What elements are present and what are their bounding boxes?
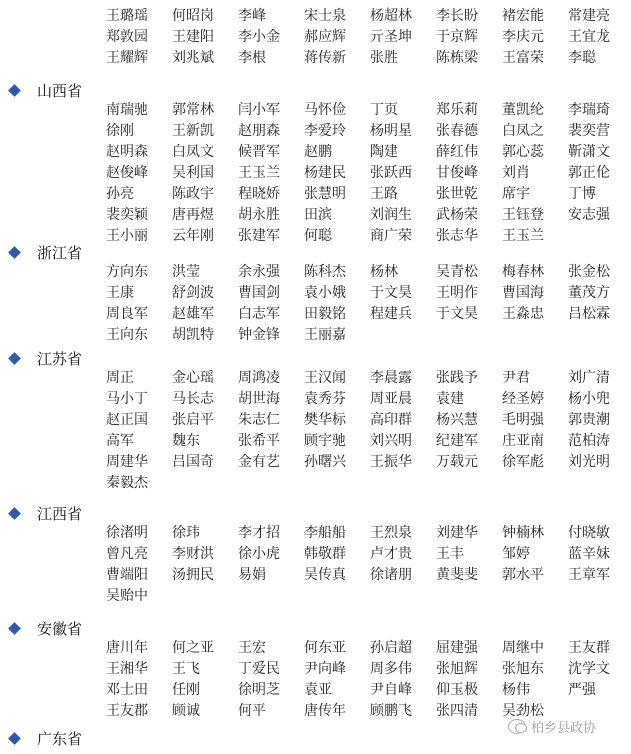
person-name: 高印群 [370, 412, 412, 428]
person-name: 曹端阳 [106, 567, 148, 583]
diamond-bullet-icon [8, 246, 21, 259]
person-name: 张志华 [436, 228, 478, 244]
person-name: 梅春林 [502, 264, 544, 280]
person-name: 王璐瑶 [106, 8, 148, 24]
person-name: 王钰登 [502, 207, 544, 223]
person-name: 王向东 [106, 327, 148, 343]
person-name: 李爱玲 [304, 123, 346, 139]
person-name: 何东亚 [304, 640, 346, 656]
watermark-text: 柏乡县政协 [531, 721, 597, 736]
person-name: 刘建华 [436, 525, 478, 541]
person-name: 杨林 [370, 264, 398, 280]
person-name: 方向东 [106, 264, 148, 280]
person-name: 杨建民 [304, 165, 346, 181]
person-name: 王康 [106, 285, 134, 301]
person-name: 何之亚 [172, 640, 214, 656]
person-name: 席宇 [502, 186, 530, 202]
person-name: 王章军 [568, 567, 610, 583]
province-heading [8, 348, 82, 369]
person-name: 樊华标 [304, 412, 346, 428]
diamond-bullet-icon [8, 507, 21, 520]
person-name: 裴奕营 [568, 123, 610, 139]
person-name: 陶建 [370, 144, 398, 160]
person-name: 丁博 [568, 186, 596, 202]
name-grid [106, 262, 631, 346]
person-name: 邓士田 [106, 682, 148, 698]
person-name: 周亚晨 [370, 391, 412, 407]
person-name: 顾宇驰 [304, 433, 346, 449]
person-name: 于京辉 [436, 29, 478, 45]
person-name: 屈建强 [436, 640, 478, 656]
person-name: 于文昊 [370, 285, 412, 301]
person-name: 余永强 [238, 264, 280, 280]
person-name: 金心瑶 [172, 370, 214, 386]
person-name: 赵朋森 [238, 123, 280, 139]
person-name: 张春德 [436, 123, 478, 139]
person-name: 陈栋梁 [436, 50, 478, 66]
person-name: 裴奕颖 [106, 207, 148, 223]
person-name: 王丽嘉 [304, 327, 346, 343]
person-name: 薛红伟 [436, 144, 478, 160]
name-row [106, 48, 631, 69]
person-name: 南瑞驰 [106, 102, 148, 118]
person-name: 王新凯 [172, 123, 214, 139]
person-name: 李庆元 [502, 29, 544, 45]
person-name: 云年刚 [172, 228, 214, 244]
province-name: 江西省 [37, 505, 83, 523]
person-name: 靳潇文 [568, 144, 610, 160]
person-name: 王友群 [568, 640, 610, 656]
person-name: 赵雄军 [172, 306, 214, 322]
name-grid [106, 638, 631, 722]
diamond-bullet-icon [8, 84, 21, 97]
person-name: 张金松 [568, 264, 610, 280]
person-name: 商广荣 [370, 228, 412, 244]
person-name: 曹国海 [502, 285, 544, 301]
person-name: 王玉兰 [502, 228, 544, 244]
province-name: 浙江省 [37, 244, 83, 262]
person-name: 徐明芝 [238, 682, 280, 698]
person-name: 程晓娇 [238, 186, 280, 202]
person-name: 杨超林 [370, 8, 412, 24]
name-grid [106, 523, 631, 607]
person-name: 舒剑波 [172, 285, 214, 301]
person-name: 王汉闻 [304, 370, 346, 386]
person-name: 李才招 [238, 525, 280, 541]
name-row [106, 586, 631, 607]
person-name: 王小丽 [106, 228, 148, 244]
name-row [106, 473, 631, 494]
person-name: 吴利国 [172, 165, 214, 181]
person-name: 王丰 [436, 546, 464, 562]
province-heading [8, 242, 82, 263]
person-name: 王富荣 [502, 50, 544, 66]
person-name: 周良军 [106, 306, 148, 322]
person-name: 赵正国 [106, 412, 148, 428]
person-name: 唐传年 [304, 703, 346, 719]
person-name: 白凤文 [172, 144, 214, 160]
person-name: 赵明森 [106, 144, 148, 160]
person-name: 顾鹏飞 [370, 703, 412, 719]
person-name: 田毅铭 [304, 306, 346, 322]
person-name: 郭正伦 [568, 165, 610, 181]
person-name: 李小金 [238, 29, 280, 45]
person-name: 甘俊峰 [436, 165, 478, 181]
person-name: 王振华 [370, 454, 412, 470]
person-name: 郭贵潮 [568, 412, 610, 428]
wechat-icon [508, 719, 526, 734]
person-name: 郭水平 [502, 567, 544, 583]
person-name: 王明作 [436, 285, 478, 301]
person-name: 吴青松 [436, 264, 478, 280]
province-heading [8, 728, 82, 749]
person-name: 毛明强 [502, 412, 544, 428]
person-name: 王路 [370, 186, 398, 202]
person-name: 张世乾 [436, 186, 478, 202]
person-name: 张践予 [436, 370, 478, 386]
person-name: 张跃西 [370, 165, 412, 181]
person-name: 胡凯特 [172, 327, 214, 343]
province-name: 广东省 [37, 730, 83, 748]
person-name: 王建阳 [172, 29, 214, 45]
diamond-bullet-icon [8, 622, 21, 635]
person-name: 严强 [568, 682, 596, 698]
person-name: 郑乐莉 [436, 102, 478, 118]
province-name: 山西省 [37, 82, 83, 100]
name-row [106, 184, 631, 205]
name-row [106, 325, 631, 346]
person-name: 杨兴慧 [436, 412, 478, 428]
person-name: 高军 [106, 433, 134, 449]
person-name: 丁页 [370, 102, 398, 118]
person-name: 亓圣坤 [370, 29, 412, 45]
person-name: 常建亮 [568, 8, 610, 24]
person-name: 徐小虎 [238, 546, 280, 562]
name-row [106, 659, 631, 680]
name-row [106, 544, 631, 565]
person-name: 袁亚 [304, 682, 332, 698]
person-name: 张建军 [238, 228, 280, 244]
person-name: 王湘华 [106, 661, 148, 677]
person-name: 庄亚南 [502, 433, 544, 449]
person-name: 于文昊 [436, 306, 478, 322]
province-name: 安徽省 [37, 620, 83, 638]
person-name: 杨小兜 [568, 391, 610, 407]
person-name: 闫小军 [238, 102, 280, 118]
person-name: 刘肖 [502, 165, 530, 181]
person-name: 李根 [238, 50, 266, 66]
person-name: 李峰 [238, 8, 266, 24]
person-name: 陈政宇 [172, 186, 214, 202]
name-row [106, 304, 631, 325]
person-name: 王友郡 [106, 703, 148, 719]
person-name: 尹向峰 [304, 661, 346, 677]
person-name: 王宜龙 [568, 29, 610, 45]
person-name: 董茂方 [568, 285, 610, 301]
person-name: 钟楠林 [502, 525, 544, 541]
diamond-bullet-icon [8, 352, 21, 365]
name-row [106, 100, 631, 121]
person-name: 任刚 [172, 682, 200, 698]
person-name: 范柏涛 [568, 433, 610, 449]
person-name: 王淼忠 [502, 306, 544, 322]
name-row [106, 452, 631, 473]
name-row [106, 410, 631, 431]
person-name: 秦毅杰 [106, 475, 148, 491]
person-name: 吴传真 [304, 567, 346, 583]
person-name: 郑敦园 [106, 29, 148, 45]
person-name: 蒋传新 [304, 50, 346, 66]
person-name: 黄斐斐 [436, 567, 478, 583]
person-name: 刘兴明 [370, 433, 412, 449]
name-row [106, 163, 631, 184]
person-name: 王宏 [238, 640, 266, 656]
person-name: 经圣婷 [502, 391, 544, 407]
name-row [106, 205, 631, 226]
person-name: 宋士泉 [304, 8, 346, 24]
name-row [106, 680, 631, 701]
name-row [106, 368, 631, 389]
person-name: 万载元 [436, 454, 478, 470]
person-name: 赵鹏 [304, 144, 332, 160]
person-name: 唐再煜 [172, 207, 214, 223]
person-name: 徐诸朋 [370, 567, 412, 583]
name-row [106, 638, 631, 659]
person-name: 顾诚 [172, 703, 200, 719]
person-name: 吕松霖 [568, 306, 610, 322]
person-name: 袁建 [436, 391, 464, 407]
person-name: 刘广清 [568, 370, 610, 386]
province-heading [8, 503, 82, 524]
person-name: 胡世海 [238, 391, 280, 407]
person-name: 周继中 [502, 640, 544, 656]
person-name: 汤拥民 [172, 567, 214, 583]
name-row [106, 6, 631, 27]
diamond-bullet-icon [8, 732, 21, 745]
person-name: 白志军 [238, 306, 280, 322]
person-name: 李聪 [568, 50, 596, 66]
person-name: 田滨 [304, 207, 332, 223]
name-grid [106, 6, 631, 69]
name-row [106, 226, 631, 247]
person-name: 徐军彪 [502, 454, 544, 470]
name-row [106, 121, 631, 142]
person-name: 王玉兰 [238, 165, 280, 181]
person-name: 杨明星 [370, 123, 412, 139]
person-name: 沈学文 [568, 661, 610, 677]
person-name: 安志强 [568, 207, 610, 223]
person-name: 曹国剑 [238, 285, 280, 301]
person-name: 胡永胜 [238, 207, 280, 223]
person-name: 孙启超 [370, 640, 412, 656]
person-name: 邹婷 [502, 546, 530, 562]
person-name: 蓝辛妹 [568, 546, 610, 562]
person-name: 李财洪 [172, 546, 214, 562]
name-row [106, 389, 631, 410]
person-name: 李船船 [304, 525, 346, 541]
person-name: 何平 [238, 703, 266, 719]
person-name: 卢才贵 [370, 546, 412, 562]
person-name: 魏东 [172, 433, 200, 449]
person-name: 董凯纶 [502, 102, 544, 118]
province-heading [8, 618, 82, 639]
person-name: 程建兵 [370, 306, 412, 322]
person-name: 纪建军 [436, 433, 478, 449]
person-name: 吴贻中 [106, 588, 148, 604]
person-name: 白凤之 [502, 123, 544, 139]
person-name: 钟金锋 [238, 327, 280, 343]
person-name: 朱志仁 [238, 412, 280, 428]
person-name: 李长盼 [436, 8, 478, 24]
person-name: 张四清 [436, 703, 478, 719]
person-name: 刘光明 [568, 454, 610, 470]
person-name: 马怀俭 [304, 102, 346, 118]
name-row [106, 262, 631, 283]
person-name: 吴劲松 [502, 703, 544, 719]
person-name: 张慧明 [304, 186, 346, 202]
person-name: 何昭岗 [172, 8, 214, 24]
person-name: 付晓敏 [568, 525, 610, 541]
person-name: 周建华 [106, 454, 148, 470]
person-name: 张旭辉 [436, 661, 478, 677]
person-name: 王飞 [172, 661, 200, 677]
person-name: 王烈泉 [370, 525, 412, 541]
person-name: 武杨荣 [436, 207, 478, 223]
person-name: 尹君 [502, 370, 530, 386]
name-row [106, 142, 631, 163]
person-name: 褚宏能 [502, 8, 544, 24]
name-row [106, 431, 631, 452]
name-row [106, 283, 631, 304]
person-name: 洪莹 [172, 264, 200, 280]
name-row [106, 565, 631, 586]
person-name: 吕国奇 [172, 454, 214, 470]
person-name: 郭心蕊 [502, 144, 544, 160]
person-name: 马长志 [172, 391, 214, 407]
person-name: 周鸿凌 [238, 370, 280, 386]
person-name: 徐渚明 [106, 525, 148, 541]
watermark [508, 717, 596, 736]
person-name: 周正 [106, 370, 134, 386]
person-name: 王耀辉 [106, 50, 148, 66]
person-name: 郝应辉 [304, 29, 346, 45]
person-name: 徐玮 [172, 525, 200, 541]
person-name: 尹自峰 [370, 682, 412, 698]
person-name: 金有艺 [238, 454, 280, 470]
person-name: 韩敬群 [304, 546, 346, 562]
person-name: 孙曙兴 [304, 454, 346, 470]
name-grid [106, 100, 631, 247]
person-name: 徐刚 [106, 123, 134, 139]
person-name: 曾凡亮 [106, 546, 148, 562]
name-grid [106, 368, 631, 494]
person-name: 张旭东 [502, 661, 544, 677]
person-name: 郭常林 [172, 102, 214, 118]
person-name: 张胜 [370, 50, 398, 66]
person-name: 陈科杰 [304, 264, 346, 280]
name-row [106, 27, 631, 48]
person-name: 刘润生 [370, 207, 412, 223]
person-name: 孙亮 [106, 186, 134, 202]
person-name: 何聪 [304, 228, 332, 244]
person-name: 唐川年 [106, 640, 148, 656]
person-name: 仰玉极 [436, 682, 478, 698]
person-name: 李瑞琦 [568, 102, 610, 118]
person-name: 张希平 [238, 433, 280, 449]
person-name: 周多伟 [370, 661, 412, 677]
person-name: 袁小娥 [304, 285, 346, 301]
province-name: 江苏省 [37, 350, 83, 368]
person-name: 张启平 [172, 412, 214, 428]
person-name: 杨伟 [502, 682, 530, 698]
person-name: 李晨露 [370, 370, 412, 386]
person-name: 马小丁 [106, 391, 148, 407]
person-name: 袁秀芬 [304, 391, 346, 407]
person-name: 丁爱民 [238, 661, 280, 677]
person-name: 候晋军 [238, 144, 280, 160]
person-name: 刘兆斌 [172, 50, 214, 66]
person-name: 易娟 [238, 567, 266, 583]
name-row [106, 523, 631, 544]
province-heading [8, 80, 82, 101]
person-name: 赵俊峰 [106, 165, 148, 181]
